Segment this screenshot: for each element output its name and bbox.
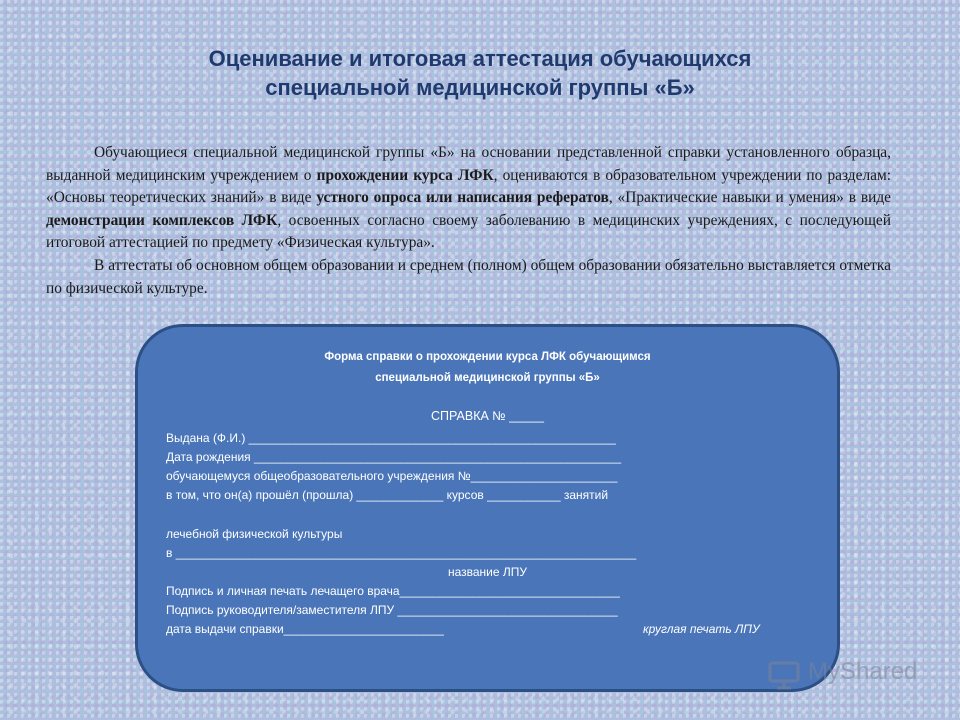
watermark-text: MyShared <box>808 658 918 685</box>
body-text <box>46 142 891 300</box>
p1-bold-2: устного опроса или написания рефератов <box>316 189 609 207</box>
p1-text-1: Обучающиеся специальной медицинской группы «Б» на основании представленной справки установленного образца, выданной медицинским учреждением о <box>46 144 891 184</box>
form-birthdate-line: Дата рождения _______________________________________________________ <box>166 450 622 464</box>
form-stamp-label: круглая печать ЛПУ <box>643 622 760 636</box>
paragraph-1 <box>46 142 891 255</box>
form-reference-number: СПРАВКА № _____ <box>431 409 544 423</box>
form-lpu-caption: название ЛПУ <box>447 565 528 579</box>
form-head-signature-line: Подпись руководителя/заместителя ЛПУ _________________________________ <box>166 603 618 617</box>
form-in-line: в _____________________________________________________________________ <box>166 546 637 560</box>
form-school-line: обучающемуся общеобразовательного учреждения №______________________ <box>166 469 618 483</box>
watermark <box>768 658 928 690</box>
slide-title <box>0 44 960 102</box>
title-line-1: Оценивание и итоговая аттестация обучающихся <box>208 46 752 71</box>
certificate-form-box <box>135 324 840 692</box>
form-doctor-signature-line: Подпись и личная печать лечащего врача_________________________________ <box>166 584 620 598</box>
paragraph-2: В аттестаты об основном общем образовании и среднем (полном) общем образовании обязательно выставляется отметка по физической культуре. <box>46 256 891 297</box>
form-date-line: дата выдачи справки________________________ <box>166 622 444 636</box>
form-lfk-line: лечебной физической культуры <box>166 527 343 541</box>
p1-bold-1: прохождении курса ЛФК <box>316 166 494 184</box>
form-heading-2: специальной медицинской группы «Б» <box>375 372 600 384</box>
p1-text-3: , «Практические навыки и умения» в виде <box>608 189 891 207</box>
form-issued-line: Выдана (Ф.И.) _______________________________________________________ <box>166 431 616 445</box>
title-line-2: специальной медицинской группы «Б» <box>265 75 695 100</box>
presentation-icon <box>768 660 802 690</box>
p1-text-4: , освоенных согласно своему заболеванию в медицинских учреждениях, с последующей итоговой аттестацией по предмету «Физическая культура». <box>46 211 891 252</box>
form-course-line: в том, что он(а) прошёл (прошла) _____________ курсов ___________ занятий <box>166 488 609 502</box>
form-heading-1: Форма справки о прохождении курса ЛФК обучающимся <box>324 351 651 363</box>
p1-text-2: , оцениваются в образовательном учреждении по разделам: «Основы теоретических знаний» в виде <box>46 166 891 207</box>
p1-bold-3: демонстрации комплексов ЛФК <box>46 211 278 229</box>
